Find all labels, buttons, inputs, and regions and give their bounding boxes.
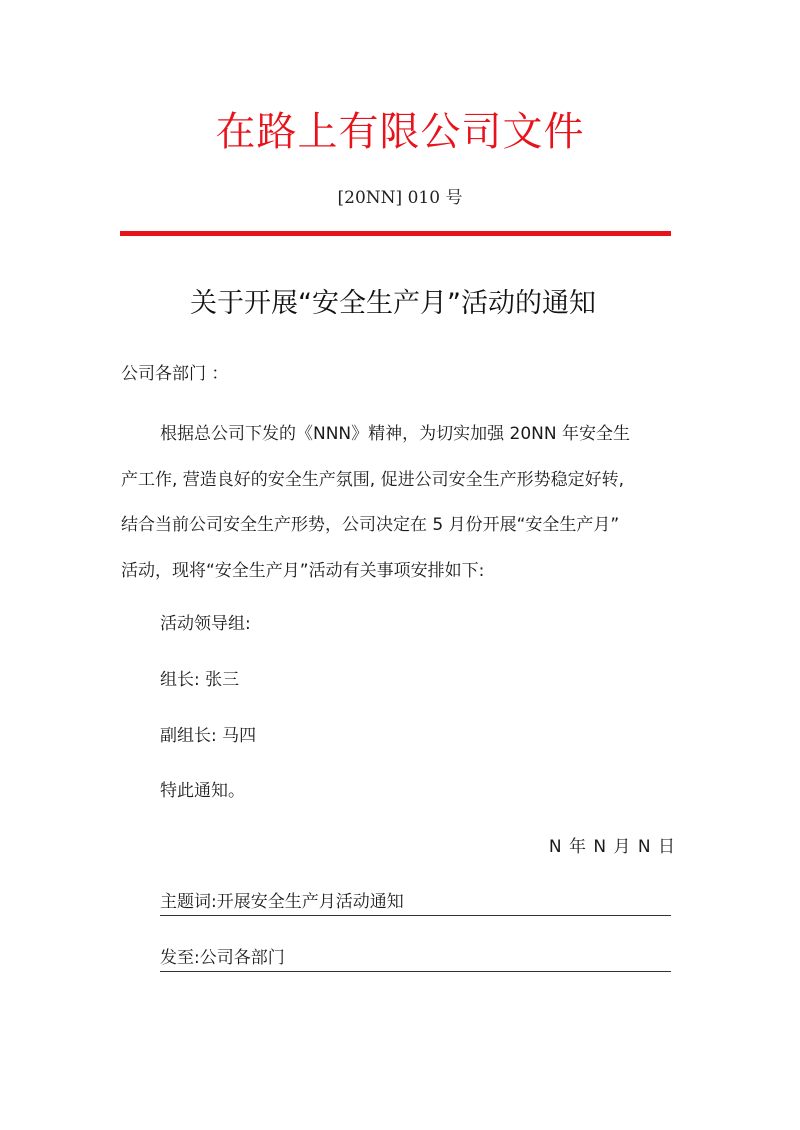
organization-document-title: 在路上有限公司文件: [215, 109, 585, 155]
deputy-group-leader: 副组长: 马四: [160, 726, 257, 746]
body-line: 活动，现将“安全生产月”活动有关事项安排如下:: [121, 560, 485, 581]
closing-remark: 特此通知。: [160, 781, 245, 801]
salutation: 公司各部门 ：: [121, 364, 229, 384]
subject-words: 主题词:开展安全生产月活动通知: [160, 890, 671, 916]
leadership-heading: 活动领导组:: [160, 614, 251, 634]
document-number: [20NN] 010 号: [337, 188, 463, 208]
group-leader: 组长: 张三: [160, 670, 240, 690]
red-header-rule: [120, 231, 671, 236]
body-line: 结合当前公司安全生产形势，公司决定在 5 月份开展“安全生产月”: [121, 515, 620, 535]
distribution-list: 发至:公司各部门: [160, 946, 671, 972]
notice-title: 关于开展“安全生产月”活动的通知: [190, 288, 596, 319]
issue-date: N 年 N 月 N 日: [548, 837, 676, 857]
body-line: 产工作, 营造良好的安全生产氛围, 促进公司安全生产形势稳定好转,: [121, 469, 625, 490]
body-paragraph: [121, 412, 681, 594]
body-line: 根据总公司下发的《NNN》精神，为切实加强 20NN 年安全生: [160, 424, 631, 444]
